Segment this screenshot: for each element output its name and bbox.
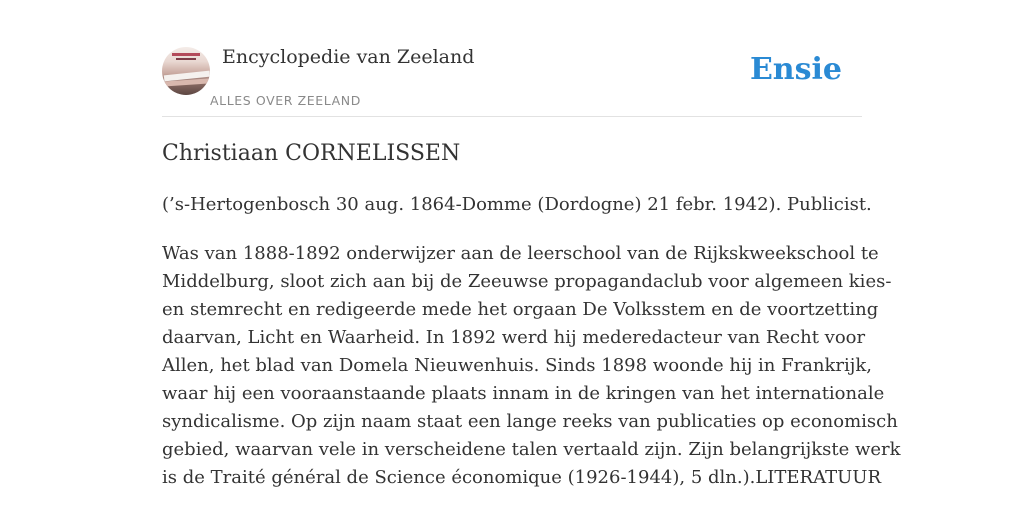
body-line: syndicalisme. Op zijn naam staat een lange reeks van publicaties op economisch [162,411,898,432]
site-header [162,44,862,117]
article-title: Christiaan CORNELISSEN [162,141,461,166]
body-line: Middelburg, sloot zich aan bij de Zeeuwse propagandaclub voor algemeen kies- [162,271,892,292]
body-line: daarvan, Licht en Waarheid. In 1892 werd hij mederedacteur van Recht voor [162,327,866,348]
site-title[interactable]: Encyclopedie van Zeeland [222,46,475,68]
body-line: gebied, waarvan vele in verscheidene talen vertaald zijn. Zijn belangrijkste werk [162,439,901,460]
article-body [162,240,901,492]
body-line: en stemrecht en redigeerde mede het orgaan De Volksstem en de voortzetting [162,299,879,320]
body-line: is de Traité général de Science économique (1926-1944), 5 dln.).LITERATUUR [162,467,882,488]
ensie-logo[interactable]: Ensie [749,52,842,87]
body-line: waar hij een vooraanstaande plaats innam in de kringen van het internationale [162,383,885,404]
body-line: Allen, het blad van Domela Nieuwenhuis. Sinds 1898 woonde hij in Frankrijk, [162,355,872,376]
body-line: Was van 1888-1892 onderwijzer aan de leerschool van de Rijkskweekschool te [162,243,879,264]
site-subtitle: ALLES OVER ZEELAND [210,93,361,108]
site-avatar[interactable] [162,47,210,95]
article-intro: (’s-Hertogenbosch 30 aug. 1864-Domme (Dordogne) 21 febr. 1942). Publicist. [162,194,872,215]
